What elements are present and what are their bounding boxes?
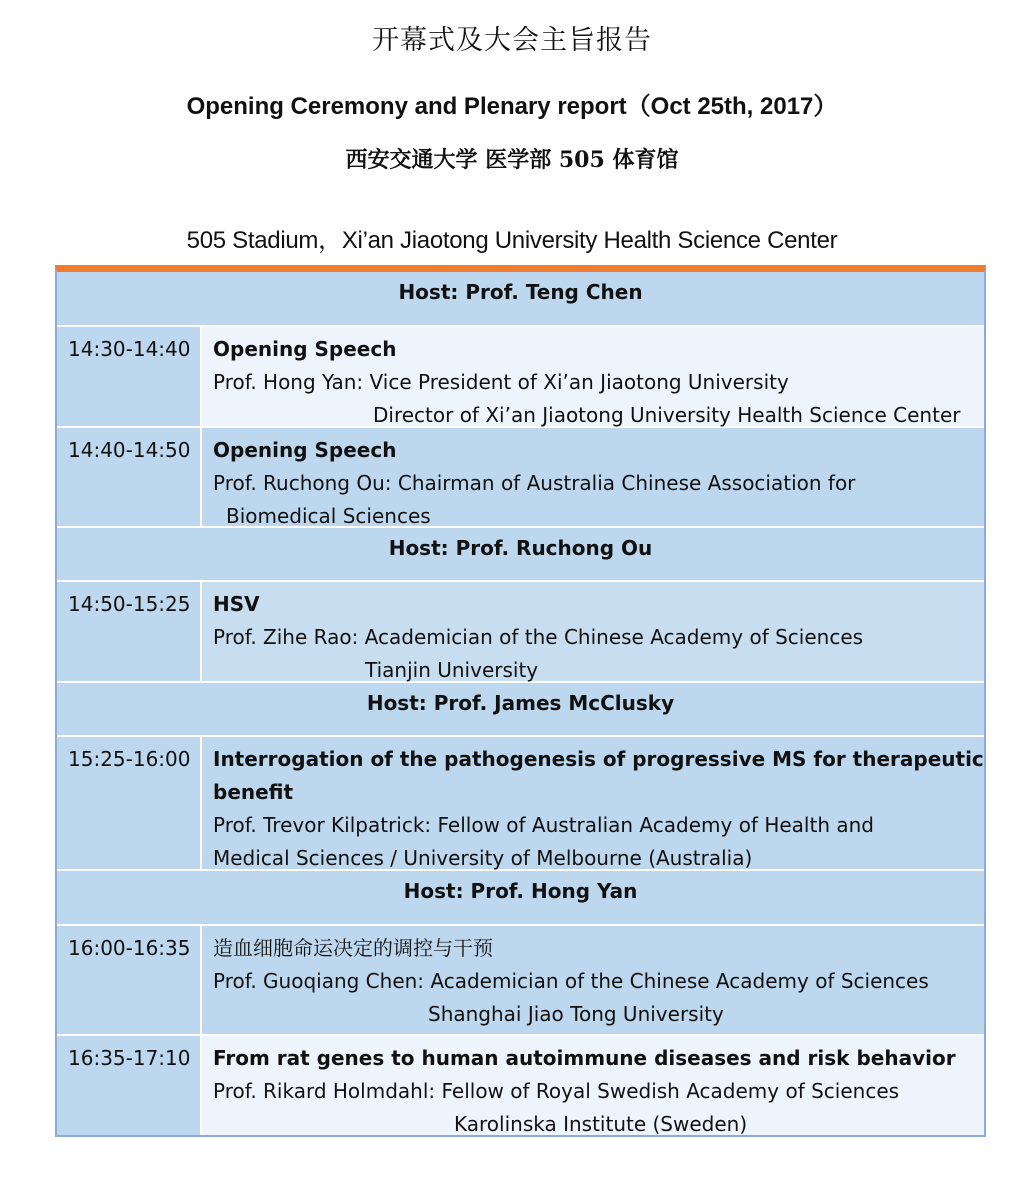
speaker-affiliation: Biomedical Sciences	[226, 504, 431, 528]
session-content	[202, 926, 984, 1034]
talk-title-line-1: Interrogation of the pathogenesis of progressive MS for therapeutic	[213, 747, 984, 771]
host-row-ruchong-ou	[57, 528, 984, 582]
session-content	[202, 1036, 984, 1135]
session-time: 16:00-16:35	[57, 926, 202, 1034]
speaker-line: Prof. Ruchong Ou: Chairman of Australia Chinese Association for	[213, 471, 856, 495]
talk-title: 造血细胞命运决定的调控与干预	[213, 936, 493, 960]
session-content	[202, 327, 984, 426]
venue-english	[0, 220, 1024, 255]
page-title-chinese: 开幕式及大会主旨报告	[372, 25, 652, 56]
speaker-affiliation: Tianjin University	[365, 658, 539, 682]
speaker-line: Prof. Hong Yan: Vice President of Xi’an Jiaotong University	[213, 370, 789, 394]
speaker-line: Prof. Zihe Rao: Academician of the Chinese Academy of Sciences	[213, 625, 864, 649]
session-time: 16:35-17:10	[57, 1036, 202, 1135]
speaker-line: Prof. Rikard Holmdahl: Fellow of Royal Swedish Academy of Sciences	[213, 1079, 900, 1103]
speaker-affiliation: Medical Sciences / University of Melbourne (Australia)	[213, 846, 753, 870]
venue-english-text: 505 Stadium，Xi’an Jiaotong University Health Science Center	[186, 227, 838, 254]
session-time: 15:25-16:00	[57, 737, 202, 869]
session-row-opening-1	[57, 327, 984, 428]
session-row-ms	[57, 737, 984, 871]
talk-title: Opening Speech	[213, 438, 397, 462]
session-content	[202, 428, 984, 526]
session-row-hematopoietic	[57, 926, 984, 1036]
host-label: Host: Prof. Hong Yan	[403, 879, 638, 903]
speaker-affiliation: Karolinska Institute (Sweden)	[454, 1112, 748, 1136]
schedule-table	[55, 265, 986, 1137]
venue-chinese: 西安交通大学 医学部 505 体育馆	[345, 147, 679, 173]
speaker-affiliation: Director of Xi’an Jiaotong University Health Science Center	[373, 403, 961, 427]
session-content	[202, 737, 984, 869]
session-time: 14:50-15:25	[57, 582, 202, 681]
session-row-opening-2	[57, 428, 984, 528]
talk-title: From rat genes to human autoimmune diseases and risk behavior	[213, 1046, 956, 1070]
speaker-affiliation: Shanghai Jiao Tong University	[428, 1002, 724, 1026]
speaker-line: Prof. Trevor Kilpatrick: Fellow of Australian Academy of Health and	[213, 813, 874, 837]
talk-title: Opening Speech	[213, 337, 397, 361]
host-label: Host: Prof. James McClusky	[366, 691, 675, 715]
talk-title: HSV	[213, 592, 260, 616]
session-row-hsv	[57, 582, 984, 683]
session-content	[202, 582, 984, 681]
host-row-teng-chen	[57, 272, 984, 327]
host-row-james-mcclusky	[57, 683, 984, 737]
session-time: 14:30-14:40	[57, 327, 202, 426]
session-row-rat-genes	[57, 1036, 984, 1135]
host-label: Host: Prof. Ruchong Ou	[388, 536, 653, 560]
talk-title-line-2: benefit	[213, 780, 294, 804]
host-label: Host: Prof. Teng Chen	[398, 280, 643, 304]
speaker-line: Prof. Guoqiang Chen: Academician of the Chinese Academy of Sciences	[213, 969, 929, 993]
page-title-english: Opening Ceremony and Plenary report（Oct 25th, 2017）	[186, 93, 838, 120]
host-row-hong-yan	[57, 871, 984, 926]
session-time: 14:40-14:50	[57, 428, 202, 526]
